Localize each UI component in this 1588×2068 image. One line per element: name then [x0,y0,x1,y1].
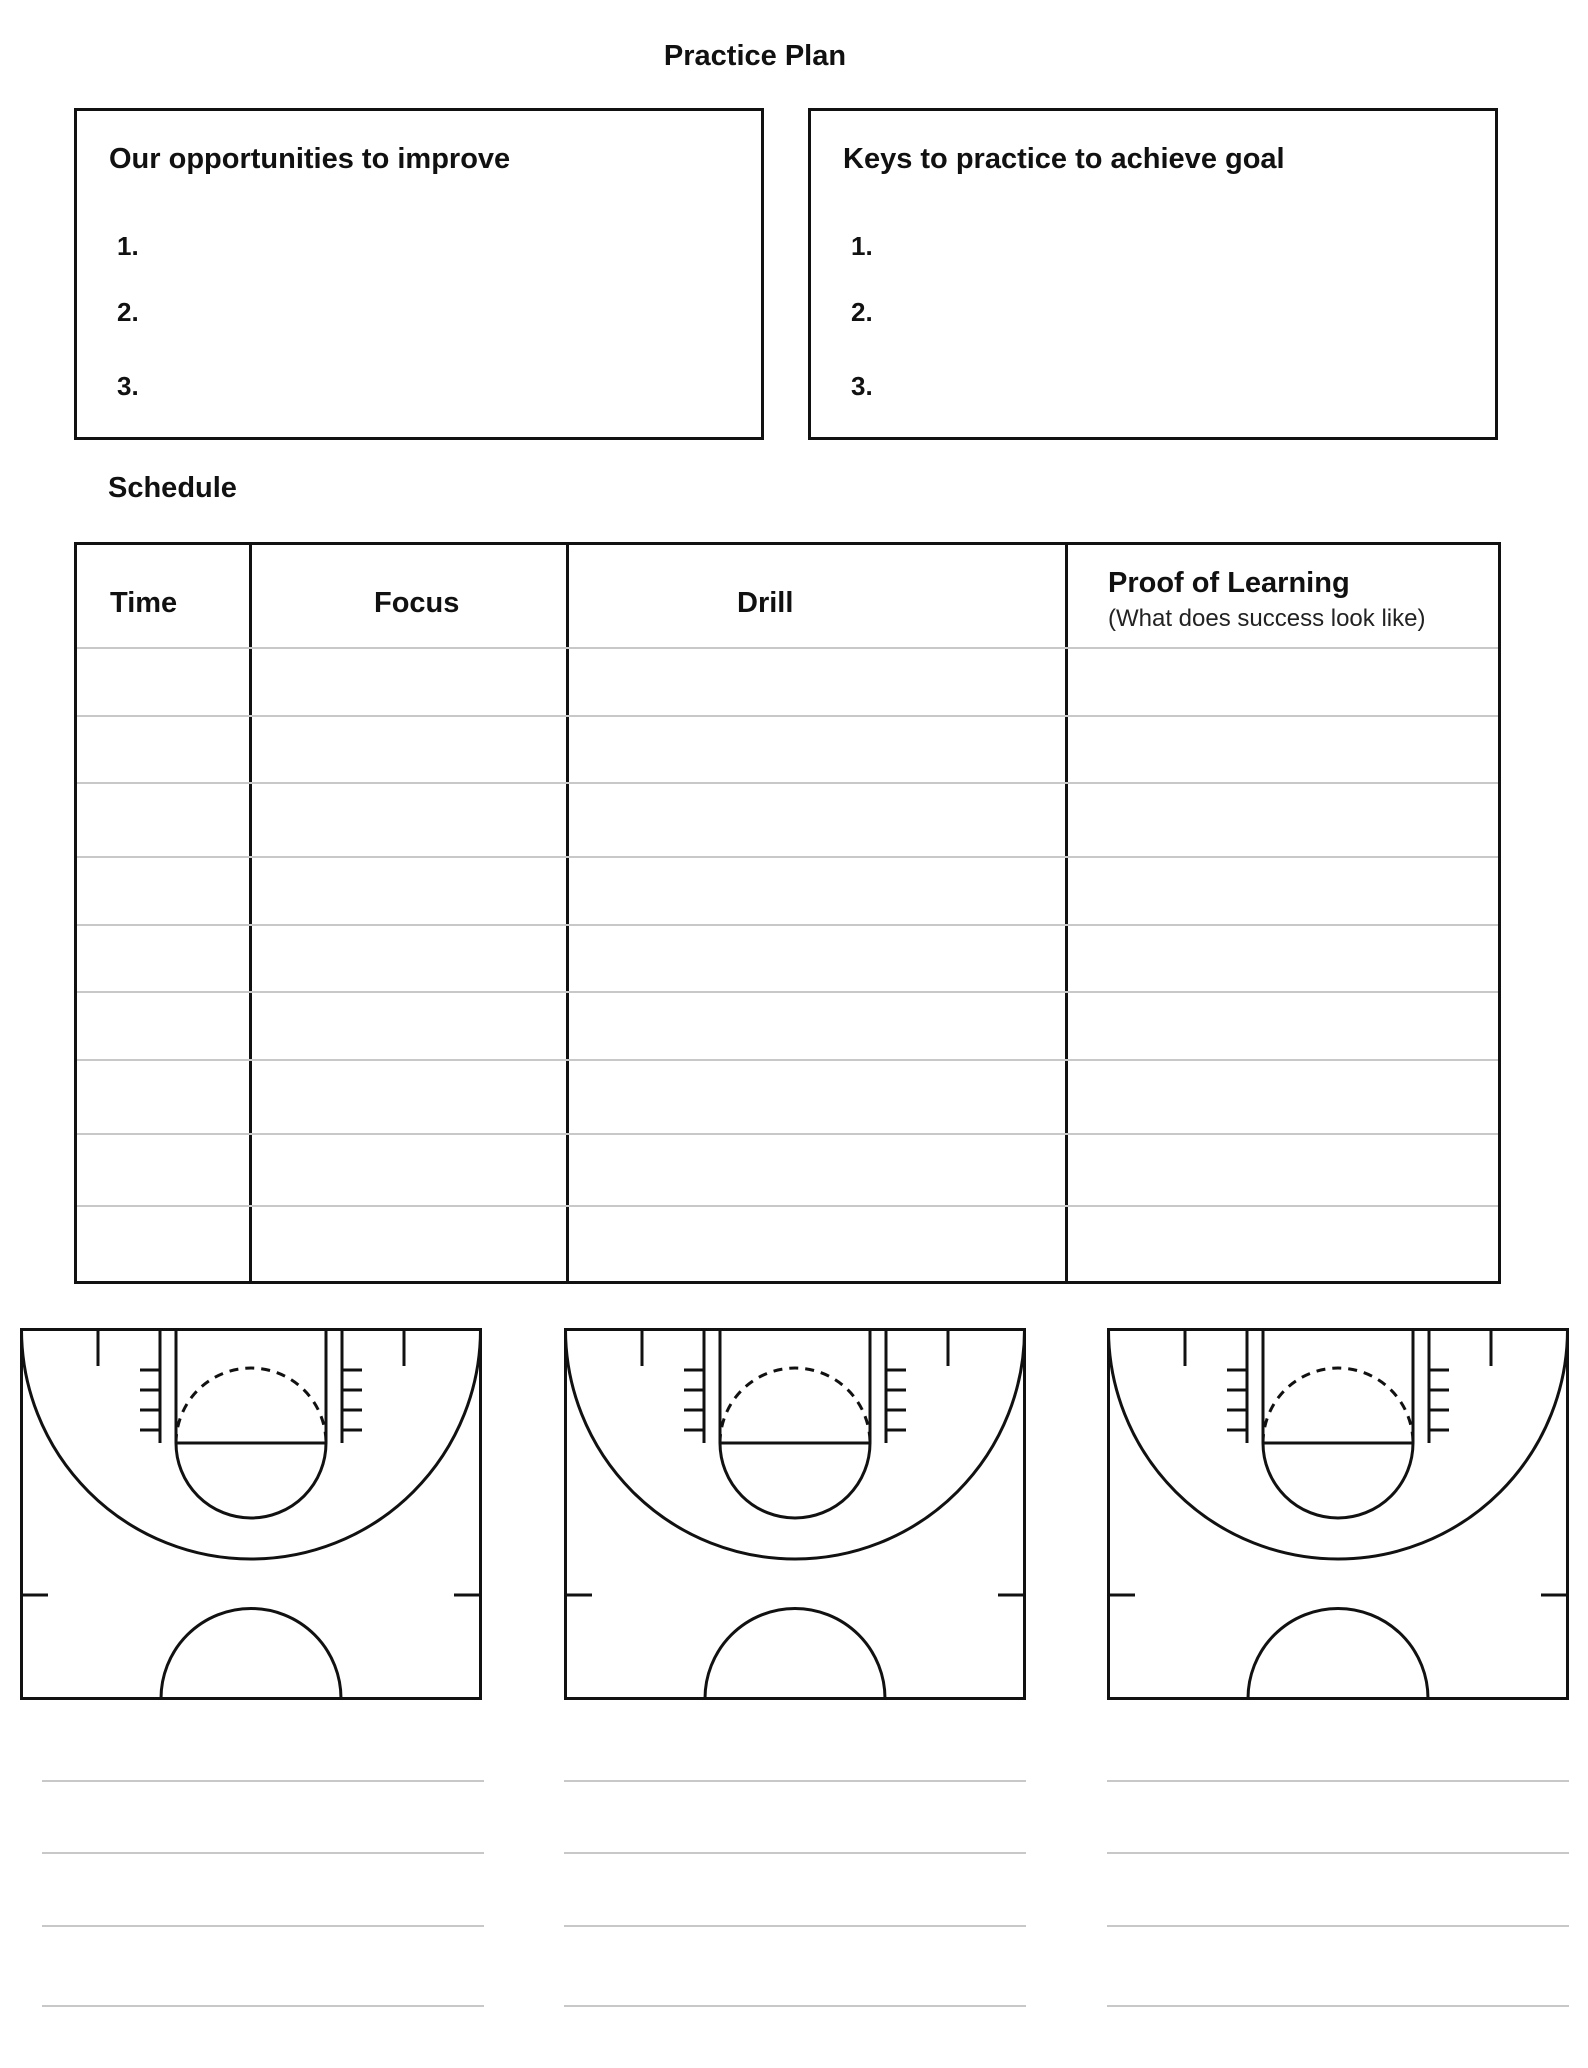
keys-box [808,108,1498,440]
note-line[interactable] [1107,1925,1569,1927]
row-line [77,924,1498,926]
row-line [77,647,1498,649]
column-divider [1065,545,1068,1281]
note-line[interactable] [42,1925,484,1927]
note-line[interactable] [564,2005,1026,2007]
key-item-2[interactable]: 2. [851,297,873,327]
half-court-diagram-2[interactable] [564,1328,1026,1700]
opportunity-item-3[interactable]: 3. [117,371,139,401]
row-line [77,856,1498,858]
opportunities-title: Our opportunities to improve [109,143,511,175]
note-line[interactable] [564,1925,1026,1927]
row-line [77,1205,1498,1207]
half-court-diagram-1[interactable] [20,1328,482,1700]
note-line[interactable] [42,2005,484,2007]
row-line [77,1059,1498,1061]
column-divider [249,545,252,1281]
column-subheader-proof: (What does success look like) [1108,605,1426,632]
column-header-drill: Drill [737,587,794,619]
note-line[interactable] [1107,2005,1569,2007]
opportunity-item-2[interactable]: 2. [117,297,139,327]
note-line[interactable] [42,1780,484,1782]
column-header-proof: Proof of Learning [1108,567,1350,599]
row-line [77,991,1498,993]
column-header-time: Time [110,587,178,619]
page-title: Practice Plan [663,40,847,72]
row-line [77,782,1498,784]
schedule-table [74,542,1501,1284]
half-court-diagram-3[interactable] [1107,1328,1569,1700]
column-header-focus: Focus [374,587,460,619]
note-line[interactable] [42,1852,484,1854]
opportunity-item-1[interactable]: 1. [117,231,139,261]
key-item-3[interactable]: 3. [851,371,873,401]
key-item-1[interactable]: 1. [851,231,873,261]
note-line[interactable] [564,1780,1026,1782]
opportunities-box [74,108,764,440]
note-line[interactable] [1107,1780,1569,1782]
column-divider [566,545,569,1281]
row-line [77,715,1498,717]
schedule-label: Schedule [108,472,237,504]
row-line [77,1133,1498,1135]
keys-title: Keys to practice to achieve goal [843,143,1285,175]
note-line[interactable] [564,1852,1026,1854]
note-line[interactable] [1107,1852,1569,1854]
